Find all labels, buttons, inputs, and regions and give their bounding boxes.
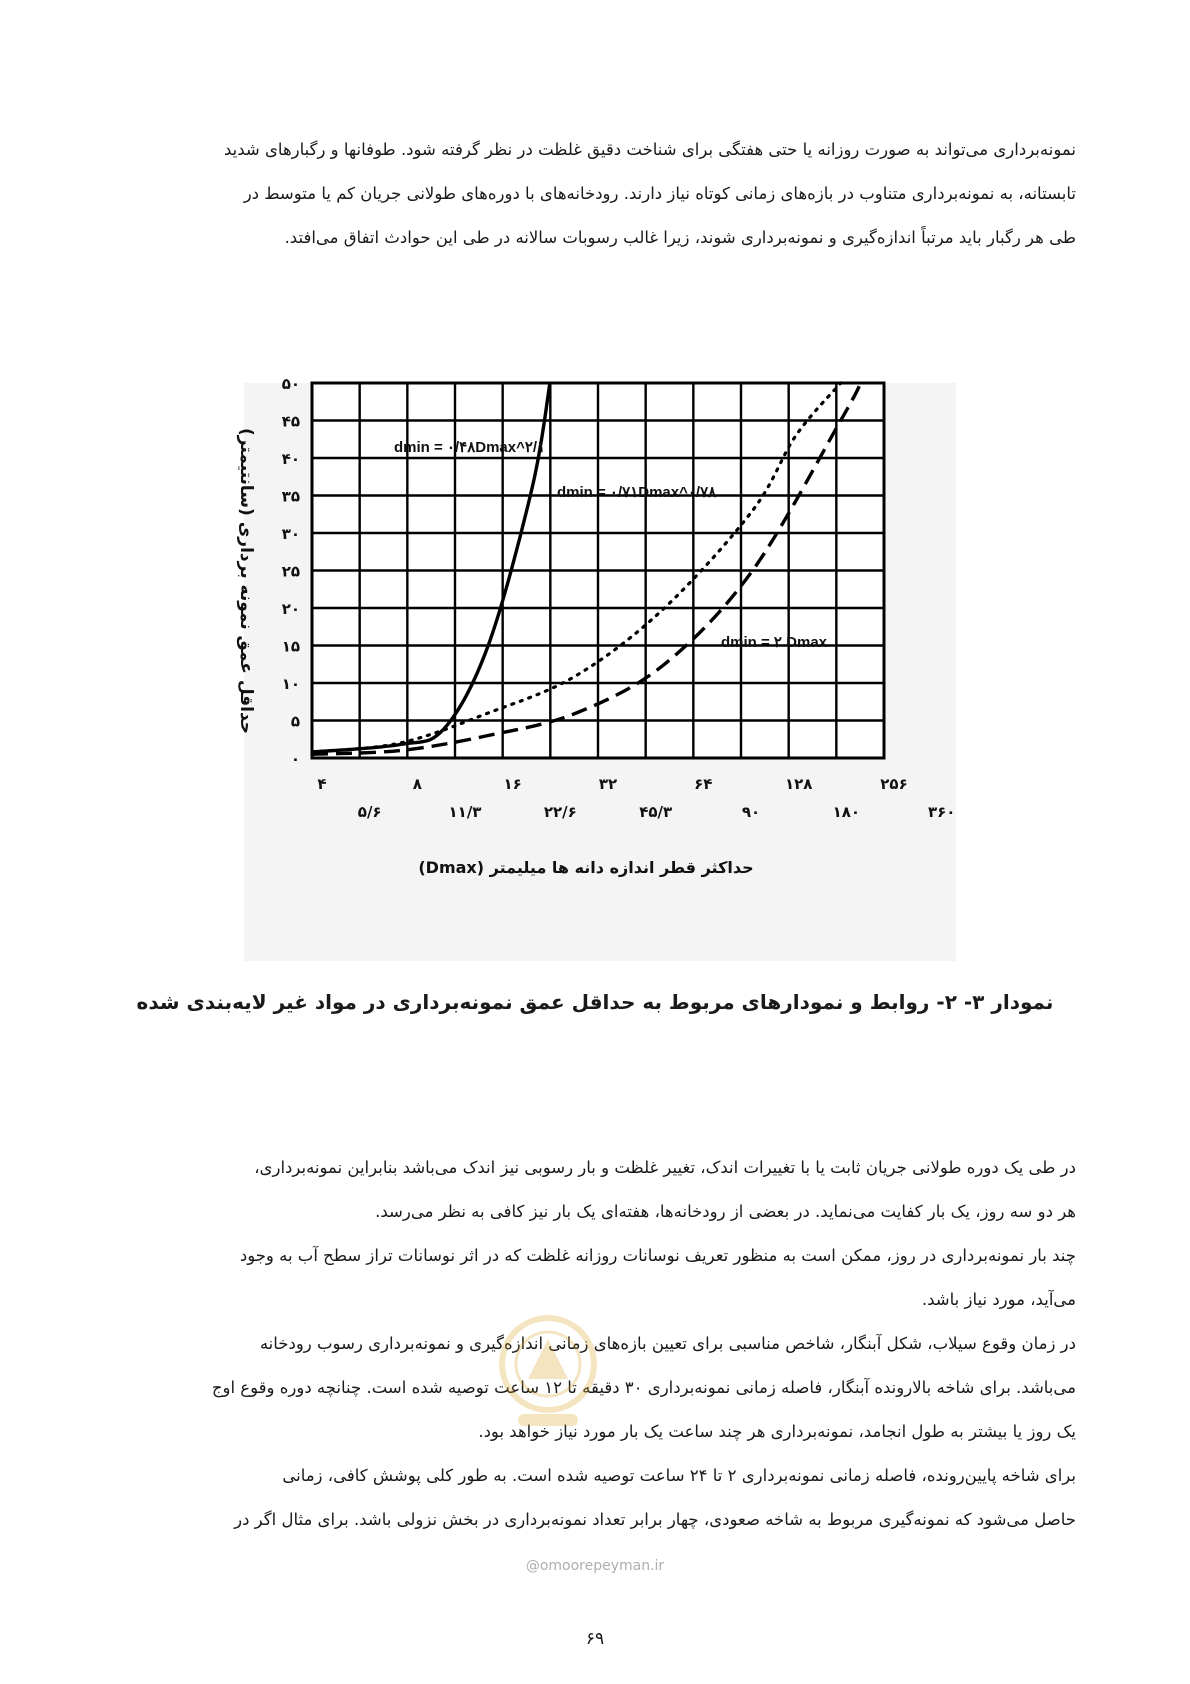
text-line: در زمان وقوع سیلاب، شکل آبنگار، شاخص مناسبی برای تعیین بازه‌های زمانی اندازه‌گیری و نمونه‌برداری رسوب رودخانه bbox=[259, 1334, 1076, 1353]
y-tick-label: ۴۵ bbox=[281, 412, 300, 431]
curve-label-2 bbox=[557, 484, 717, 501]
sampling-depth-chart bbox=[236, 375, 956, 961]
text-line: نمونه‌برداری می‌تواند به صورت روزانه یا حتی هفتگی برای شناخت دقیق غلظت در نظر گرفته شود. طوفانها و رگبارهای شدید bbox=[224, 140, 1076, 159]
y-tick-label: ۱۰ bbox=[281, 675, 300, 693]
x-tick-label-lower: ۲۲/۶ bbox=[543, 803, 577, 821]
y-tick-label: ۳۵ bbox=[281, 487, 300, 506]
page-number: ۶۹ bbox=[585, 1629, 605, 1649]
y-tick-label: ۱۵ bbox=[281, 637, 300, 656]
figure-caption: نمودار ۳- ۲- روابط و نمودارهای مربوط به حداقل عمق نمونه‌برداری در مواد غیر لایه‌بندی شده bbox=[136, 990, 1054, 1014]
text-line: برای شاخه پایین‌رونده، فاصله زمانی نمونه‌برداری ۲ تا ۲۴ ساعت توصیه شده است. به طور کلی پوشش کافی، زمانی bbox=[282, 1466, 1076, 1485]
text-line: حاصل می‌شود که نمونه‌گیری مربوط به شاخه صعودی، چهار برابر تعداد نمونه‌برداری در بخش نزولی باشد. برای مثال اگر در bbox=[234, 1510, 1076, 1529]
x-tick-label-lower: ۱۸۰ bbox=[832, 803, 861, 821]
x-tick-label-upper: ۳۲ bbox=[598, 775, 618, 793]
x-tick-label-upper: ۱۶ bbox=[503, 775, 522, 793]
text-line: چند بار نمونه‌برداری در روز، ممکن است به منظور تعریف نوسانات روزانه غلظت که در اثر نوسانات تراز سطح آب به وجود bbox=[239, 1246, 1076, 1265]
watermark-text: @omoorepeyman.ir bbox=[525, 1558, 665, 1574]
curve-label-3 bbox=[721, 634, 828, 651]
x-tick-label-lower: ۴۵/۳ bbox=[639, 803, 673, 821]
text-line: یک روز یا بیشتر به طول انجامد، نمونه‌برداری هر چند ساعت یک بار مورد نیاز خواهد بود. bbox=[478, 1422, 1076, 1441]
watermark-logo bbox=[498, 1304, 598, 1464]
text-line: هر دو سه روز، یک بار کفایت می‌نماید. در بعضی از رودخانه‌ها، هفته‌ای یک بار نیز کافی به نظر می‌رسد. bbox=[375, 1202, 1076, 1221]
x-tick-label-lower: ۹۰ bbox=[741, 803, 761, 821]
y-tick-label: ۴۰ bbox=[281, 450, 300, 468]
x-tick-label-upper: ۱۲۸ bbox=[784, 775, 813, 793]
y-axis-label bbox=[236, 428, 256, 734]
x-tick-label-lower: ۱۱/۳ bbox=[448, 803, 482, 821]
y-axis-label-text: حداقل عمق نمونه برداری (سانتیمتر) bbox=[236, 427, 256, 735]
y-tick-label: ۵ bbox=[290, 712, 300, 731]
curve-label-2-text: dmin = ۰/۷۱Dmax^۰/۷۸ bbox=[557, 484, 717, 501]
text-line: تابستانه، به نمونه‌برداری متناوب در بازه‌های زمانی کوتاه نیاز دارند. رودخانه‌های با دوره‌های طولانی جریان کم یا متوسط در bbox=[243, 184, 1076, 203]
x-tick-label-lower: ۵/۶ bbox=[357, 803, 382, 821]
chart-svg bbox=[236, 375, 956, 961]
curve-label-1-text: dmin = ۰/۴۸Dmax^۲/۱ bbox=[394, 439, 546, 456]
x-tick-label-upper: ۲۵۶ bbox=[880, 775, 908, 793]
text-line: می‌آید، مورد نیاز باشد. bbox=[921, 1290, 1076, 1309]
text-line: طی هر رگبار باید مرتباً اندازه‌گیری و نمونه‌برداری شوند، زیرا غالب رسوبات سالانه در طی این حوادث اتفاق می‌افتد. bbox=[284, 228, 1076, 247]
y-tick-label: ۲۰ bbox=[281, 600, 300, 618]
y-tick-label: ۲۵ bbox=[281, 562, 300, 581]
x-tick-label-upper: ۴ bbox=[317, 775, 327, 793]
curve-label-1 bbox=[394, 439, 545, 456]
x-axis-label-text: حداکثر قطر اندازه دانه ها میلیمتر (Dmax) bbox=[418, 858, 754, 877]
curve-label-3-text: dmin = ۲ Dmax bbox=[721, 634, 828, 651]
x-axis-label bbox=[418, 858, 753, 877]
y-tick-label: ۵۰ bbox=[281, 375, 300, 393]
x-tick-label-upper: ۸ bbox=[412, 775, 422, 793]
text-line: در طی یک دوره طولانی جریان ثابت یا با تغییرات اندک، تغییر غلظت و بار رسوبی نیز اندک می‌باشد بنابراین نمونه‌برداری، bbox=[254, 1158, 1076, 1177]
x-tick-label-lower: ۳۶۰ bbox=[927, 803, 956, 821]
y-tick-label: ۰ bbox=[290, 750, 300, 768]
intro-paragraph bbox=[114, 128, 1076, 260]
y-tick-label: ۳۰ bbox=[281, 525, 300, 543]
text-line: می‌باشد. برای شاخه بالارونده آبنگار، فاصله زمانی نمونه‌برداری ۳۰ دقیقه تا ۱۲ ساعت توصیه شده است. چنانچه دوره وقوع اوج bbox=[211, 1378, 1076, 1397]
x-tick-label-upper: ۶۴ bbox=[694, 775, 713, 793]
